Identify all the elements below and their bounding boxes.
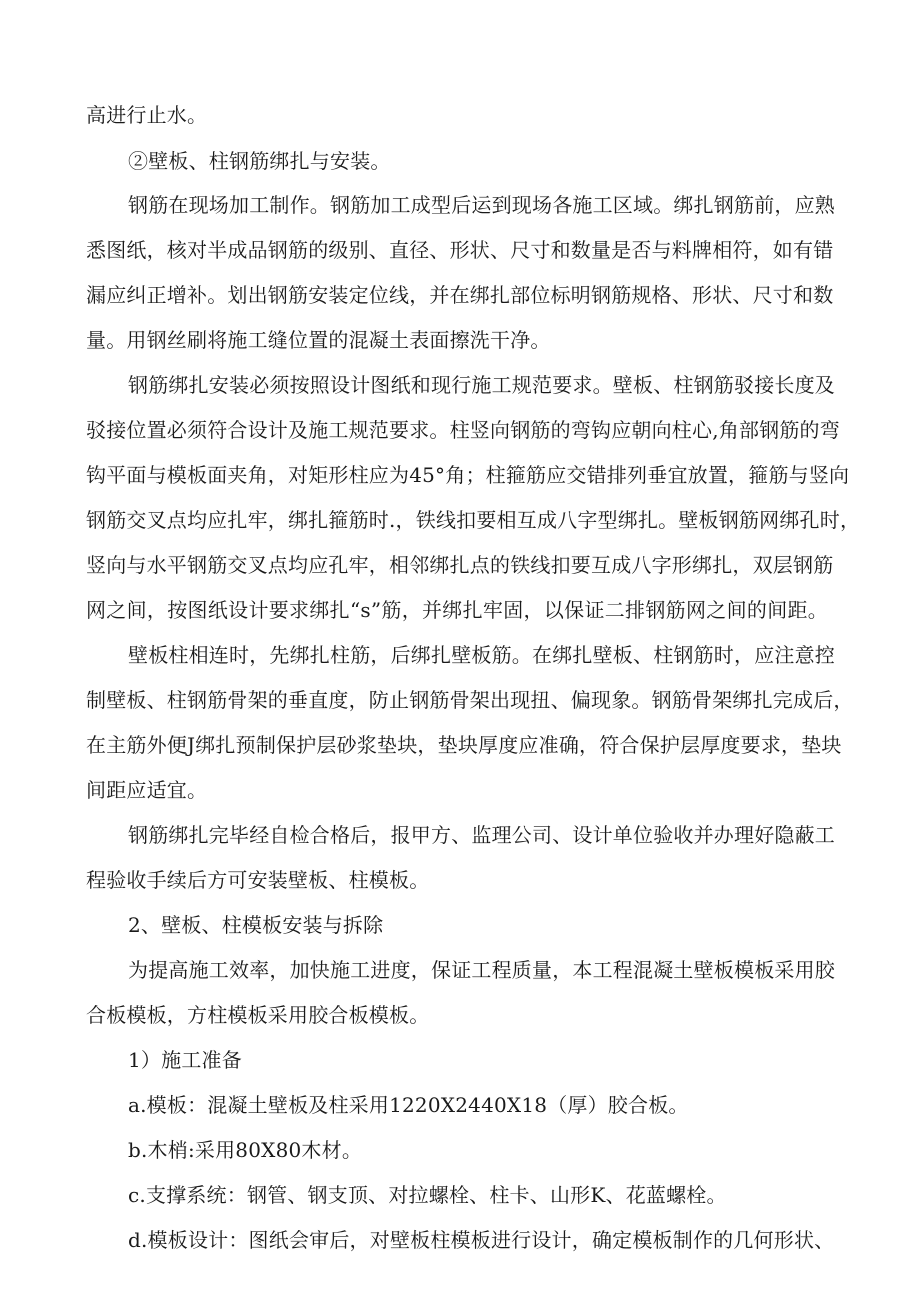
text-line: 在主筋外便J绑扎预制保护层砂浆垫块，垫块厚度应准确，符合保护层厚度要求，垫块 [86,733,842,757]
text-line: 钢筋在现场加工制作。钢筋加工成型后运到现场各施工区域。绑扎钢筋前，应熟 [128,193,835,217]
list-item: d.模板设计：图纸会审后，对壁板柱模板进行设计，确定模板制作的几何形状、 [128,1228,835,1252]
list-item: a.模板：混凝土壁板及柱采用1220X2440X18（厚）胶合板。 [128,1093,689,1117]
list-item: c.支撑系统：钢管、钢支顶、对拉螺栓、柱卡、山形K、花蓝螺栓。 [128,1183,727,1207]
text-line: 竖向与水平钢筋交叉点均应孔牢，相邻绑扎点的铁线扣要互成八字形绑扎，双层钢筋 [86,553,834,577]
text-line: 网之间，按图纸设计要求绑扎“s”筋，并绑扎牢固，以保证二排钢筋网之间的间距。 [86,598,828,622]
text-line: 钩平面与模板面夹角，对矩形柱应为45°角；柱箍筋应交错排列垂宜放置，箍筋与竖向 [86,463,850,487]
section-heading: 2、壁板、柱模板安装与拆除 [128,913,384,937]
text-line: 量。用钢丝刷将施工缝位置的混凝土表面擦洗干净。 [86,328,551,352]
text-line: 间距应适宜。 [86,778,208,802]
section-heading: ②壁板、柱钢筋绑扎与安装。 [128,149,391,173]
text-line: 壁板柱相连时，先绑扎柱筋，后绑扎壁板筋。在绑扎壁板、柱钢筋时，应注意控 [128,643,835,667]
text-line: 悉图纸，核对半成品钢筋的级别、直径、形状、尺寸和数量是否与料牌相符，如有错 [86,238,834,262]
subsection-heading: 1）施工准备 [128,1048,242,1072]
text-line: 制壁板、柱钢筋骨架的垂直度，防止钢筋骨架出现扭、偏现象。钢筋骨架绑扎完成后， [86,688,854,712]
list-item: b.木梢:采用80X80木材。 [128,1138,363,1162]
text-line: 合板模板，方柱模板采用胶合板模板。 [86,1003,430,1027]
text-line: 钢筋绑扎安装必须按照设计图纸和现行施工规范要求。壁板、柱钢筋驳接长度及 [128,373,835,397]
text-line: 高进行止水。 [86,103,208,127]
text-line: 为提高施工效率，加快施工进度，保证工程质量，本工程混凝土壁板模板采用胶 [128,958,835,982]
text-line: 漏应纠正增补。划出钢筋安装定位线，并在绑扎部位标明钢筋规格、形状、尺寸和数 [86,283,834,307]
text-line: 钢筋交叉点均应扎牢，绑扎箍筋时.，铁线扣要相互成八字型绑扎。壁板钢筋网绑孔时， [86,508,861,532]
text-line: 驳接位置必须符合设计及施工规范要求。柱竖向钢筋的弯钩应朝向柱心,角部钢筋的弯 [86,418,840,442]
text-line: 钢筋绑扎完毕经自检合格后，报甲方、监理公司、设计单位验收并办理好隐蔽工 [128,823,835,847]
text-line: 程验收手续后方可安装壁板、柱模板。 [86,868,430,892]
